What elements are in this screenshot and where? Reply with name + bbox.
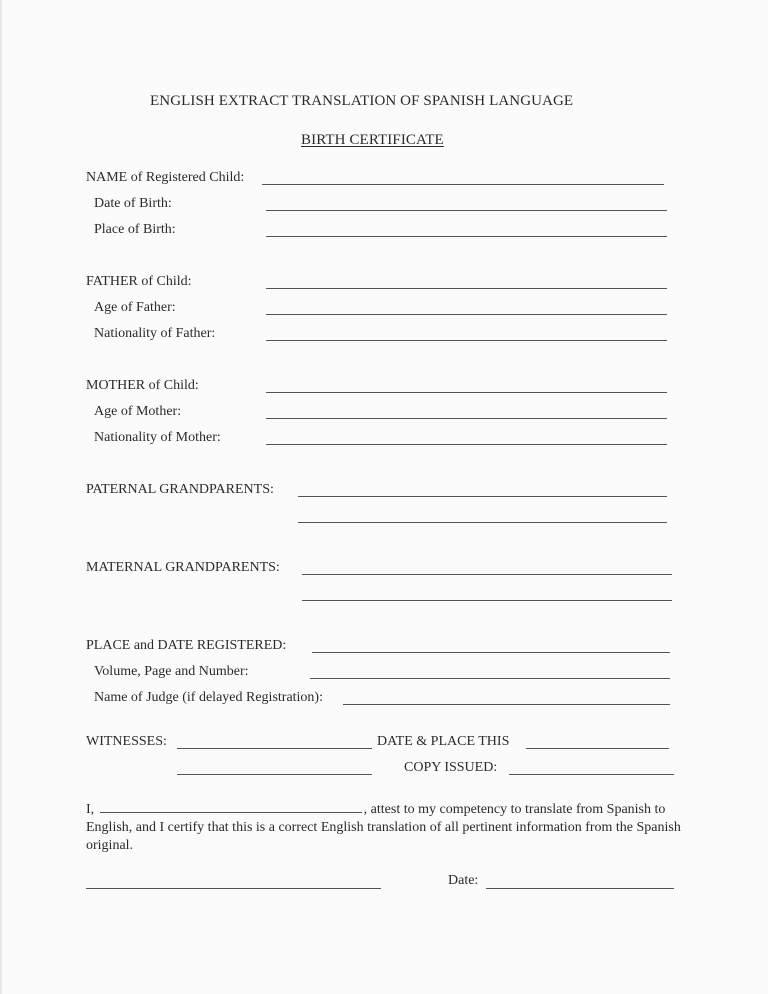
mother-nationality-field[interactable]	[266, 444, 667, 445]
form-subtitle: BIRTH CERTIFICATE	[301, 132, 444, 148]
mother-age-field[interactable]	[266, 418, 667, 419]
maternal-grandparents-label: MATERNAL GRANDPARENTS:	[86, 560, 280, 575]
date-of-birth-field[interactable]	[266, 210, 667, 211]
scan-edge	[0, 0, 2, 994]
place-date-registered-field[interactable]	[312, 652, 670, 653]
place-of-birth-label: Place of Birth:	[94, 222, 176, 237]
father-age-label: Age of Father:	[94, 300, 176, 315]
witness-field-1[interactable]	[177, 748, 372, 749]
judge-name-label: Name of Judge (if delayed Registration):	[94, 690, 323, 705]
date-of-birth-label: Date of Birth:	[94, 196, 172, 211]
mother-nationality-label: Nationality of Mother:	[94, 430, 221, 445]
father-label: FATHER of Child:	[86, 274, 192, 289]
witness-field-2[interactable]	[177, 774, 372, 775]
date-place-this-label: DATE & PLACE THIS	[377, 734, 510, 749]
copy-issued-field[interactable]	[509, 774, 674, 775]
signature-date-label: Date:	[448, 873, 479, 888]
mother-name-field[interactable]	[266, 392, 667, 393]
place-of-birth-field[interactable]	[266, 236, 667, 237]
father-name-field[interactable]	[266, 288, 667, 289]
paternal-grandparents-field-2[interactable]	[298, 522, 667, 523]
paternal-grandparents-field-1[interactable]	[298, 496, 667, 497]
mother-label: MOTHER of Child:	[86, 378, 199, 393]
father-nationality-field[interactable]	[266, 340, 667, 341]
child-name-label: NAME of Registered Child:	[86, 170, 245, 185]
attestation-paragraph	[86, 800, 686, 855]
copy-issued-label: COPY ISSUED:	[404, 760, 498, 775]
signature-date-field[interactable]	[486, 888, 674, 889]
witnesses-label: WITNESSES:	[86, 734, 167, 749]
place-date-registered-label: PLACE and DATE REGISTERED:	[86, 638, 287, 653]
paternal-grandparents-label: PATERNAL GRANDPARENTS:	[86, 482, 274, 497]
volume-page-number-field[interactable]	[310, 678, 670, 679]
signature-field[interactable]	[86, 888, 381, 889]
judge-name-field[interactable]	[343, 704, 670, 705]
maternal-grandparents-field-1[interactable]	[302, 574, 672, 575]
attestation-text: , attest to my competency to translate from Spanish to English, and I certify that this is a correct English translation of all pertinent information from the Spanish original.	[86, 802, 681, 853]
translator-name-field[interactable]	[100, 800, 362, 813]
attestation-prefix: I,	[86, 802, 95, 817]
date-place-field[interactable]	[526, 748, 669, 749]
father-nationality-label: Nationality of Father:	[94, 326, 216, 341]
father-age-field[interactable]	[266, 314, 667, 315]
mother-age-label: Age of Mother:	[94, 404, 182, 419]
maternal-grandparents-field-2[interactable]	[302, 600, 672, 601]
volume-page-number-label: Volume, Page and Number:	[94, 664, 249, 679]
child-name-field[interactable]	[262, 184, 664, 185]
form-title: ENGLISH EXTRACT TRANSLATION OF SPANISH LANGUAGE	[150, 93, 574, 109]
